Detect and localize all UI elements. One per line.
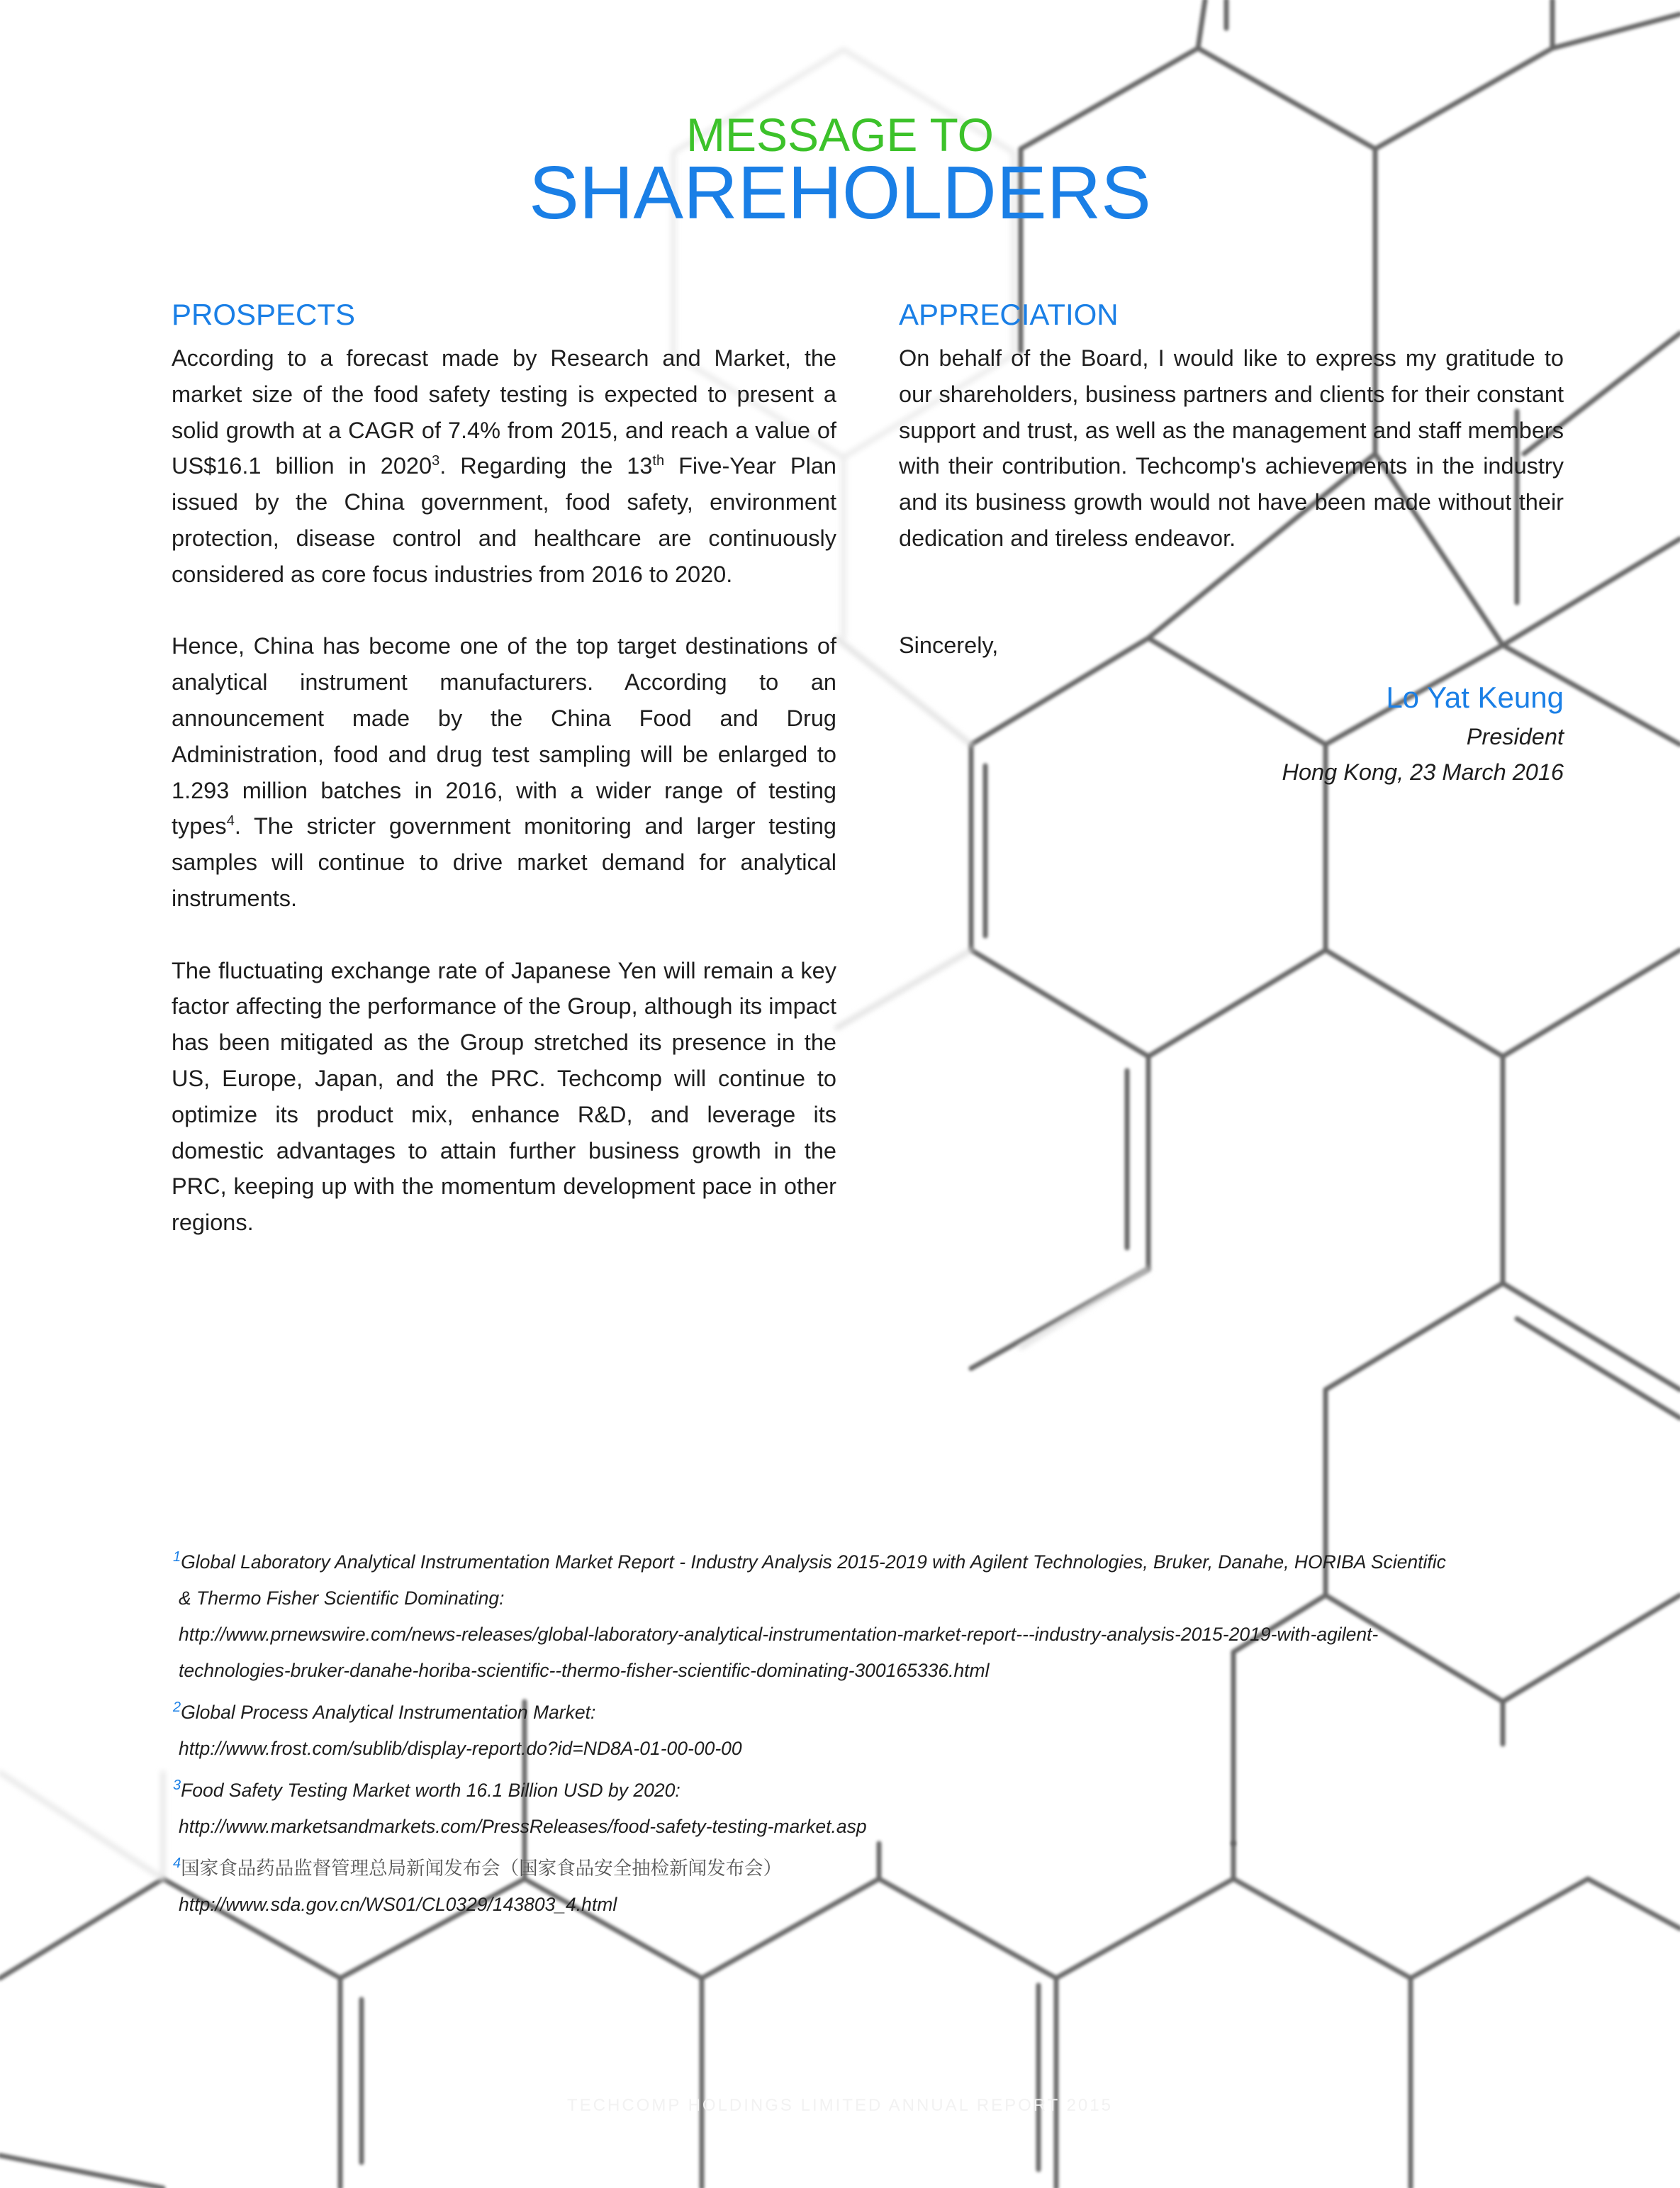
footnotes — [173, 1544, 1562, 1929]
footnote-3 — [173, 1773, 1562, 1845]
footnote-4 — [173, 1851, 1562, 1923]
page-footer: TECHCOMP HOLDINGS LIMITED ANNUAL REPORT 2015 — [567, 2096, 1113, 2115]
footnote-2 — [173, 1695, 1562, 1767]
footnote-link[interactable]: http://www.frost.com/sublib/display-report.do?id=ND8A-01-00-00-00 — [179, 1738, 742, 1759]
prospects-paragraph-2 — [172, 628, 836, 916]
footnote-number: 3 — [173, 1777, 181, 1793]
footnote-line: Global Process Analytical Instrumentation Market: — [181, 1702, 596, 1723]
footnote-ref-4: 4 — [226, 813, 235, 830]
prospects-p1-text-b: . Regarding the 13 — [439, 453, 653, 479]
title-line-1: MESSAGE TO — [685, 108, 995, 161]
signature-role: President — [1466, 723, 1564, 749]
appreciation-paragraph: On behalf of the Board, I would like to express my gratitude to our shareholders, business partners and clients for their constant support and trust, as well as the management and staff members with their contribution. Techcomp's achievements in the industry and its business growth would not have been made without their dedication and tireless endeavor. — [899, 345, 1564, 551]
superscript-th: th — [652, 453, 665, 469]
footnote-line: & Thermo Fisher Scientific Dominating: — [179, 1587, 505, 1609]
prospects-paragraph-3: The fluctuating exchange rate of Japanese Yen will remain a key factor affecting the performance of the Group, although its impact has been mitigated as the Group stretched its presence in the US, Europe, Japan, and the PRC. Techcomp will continue to optimize its product mix, enhance R&D, and leverage its domestic advantages to attain further business growth in the PRC, keeping up with the momentum development pace in other regions. — [172, 957, 836, 1236]
footnote-line: Global Laboratory Analytical Instrumentation Market Report - Industry Analysis 2015-2019 with Agilent Technologies, Bruker, Danahe, HORIBA Scientific — [181, 1551, 1446, 1573]
footnote-line: Food Safety Testing Market worth 16.1 Billion USD by 2020: — [181, 1780, 681, 1801]
signature-name: Lo Yat Keung — [1386, 680, 1564, 714]
signature-place-date: Hong Kong, 23 March 2016 — [1282, 759, 1564, 786]
footnote-1 — [173, 1544, 1562, 1689]
closing-salutation: Sincerely, — [899, 632, 999, 658]
footnote-link[interactable]: technologies-bruker-danahe-horiba-scientific--thermo-fisher-scientific-dominating-300165336.html — [179, 1660, 990, 1681]
footnote-number: 2 — [173, 1699, 181, 1715]
footnote-line: 国家食品药品监督管理总局新闻发布会（国家食品安全抽检新闻发布会） — [181, 1858, 783, 1880]
prospects-heading: PROSPECTS — [172, 298, 356, 331]
prospects-p1-text-c: Five-Year Plan issued by the China government, food safety, environment protection, disease control and healthcare are continuously considered as core focus industries from 2016 to 2020. — [172, 453, 836, 587]
footnote-link[interactable]: http://www.sda.gov.cn/WS01/CL0329/143803_4.html — [179, 1894, 617, 1915]
footnote-number: 1 — [173, 1549, 181, 1565]
footnote-number: 4 — [173, 1855, 181, 1871]
title-line-2: SHAREHOLDERS — [529, 151, 1151, 235]
prospects-paragraph-1 — [172, 340, 836, 593]
prospects-p2-text-a: Hence, China has become one of the top target destinations of analytical instrument manufacturers. According to an announcement made by the China Food and Drug Administration, food and drug test sampling will be enlarged to 1.293 million batches in 2016, with a wider range of testing types — [172, 633, 836, 839]
prospects-p1-text-a: According to a forecast made by Research and Market, the market size of the food safety testing is expected to present a solid growth at a CAGR of 7.4% from 2015, and reach a value of US$16.1 billion in 2020 — [172, 345, 836, 479]
footnote-ref-3: 3 — [432, 453, 440, 469]
prospects-p2-text-b: . The stricter government monitoring and larger testing samples will continue to drive market demand for analytical instruments. — [172, 813, 836, 911]
appreciation-section — [899, 294, 1564, 791]
footnote-link[interactable]: http://www.prnewswire.com/news-releases/global-laboratory-analytical-instrumentation-market-report---industry-analysis-2015-2019-with-agilent- — [179, 1624, 1379, 1645]
footnote-link[interactable]: http://www.marketsandmarkets.com/PressReleases/food-safety-testing-market.asp — [179, 1816, 867, 1837]
appreciation-heading: APPRECIATION — [899, 298, 1119, 331]
prospects-section — [172, 294, 836, 1277]
